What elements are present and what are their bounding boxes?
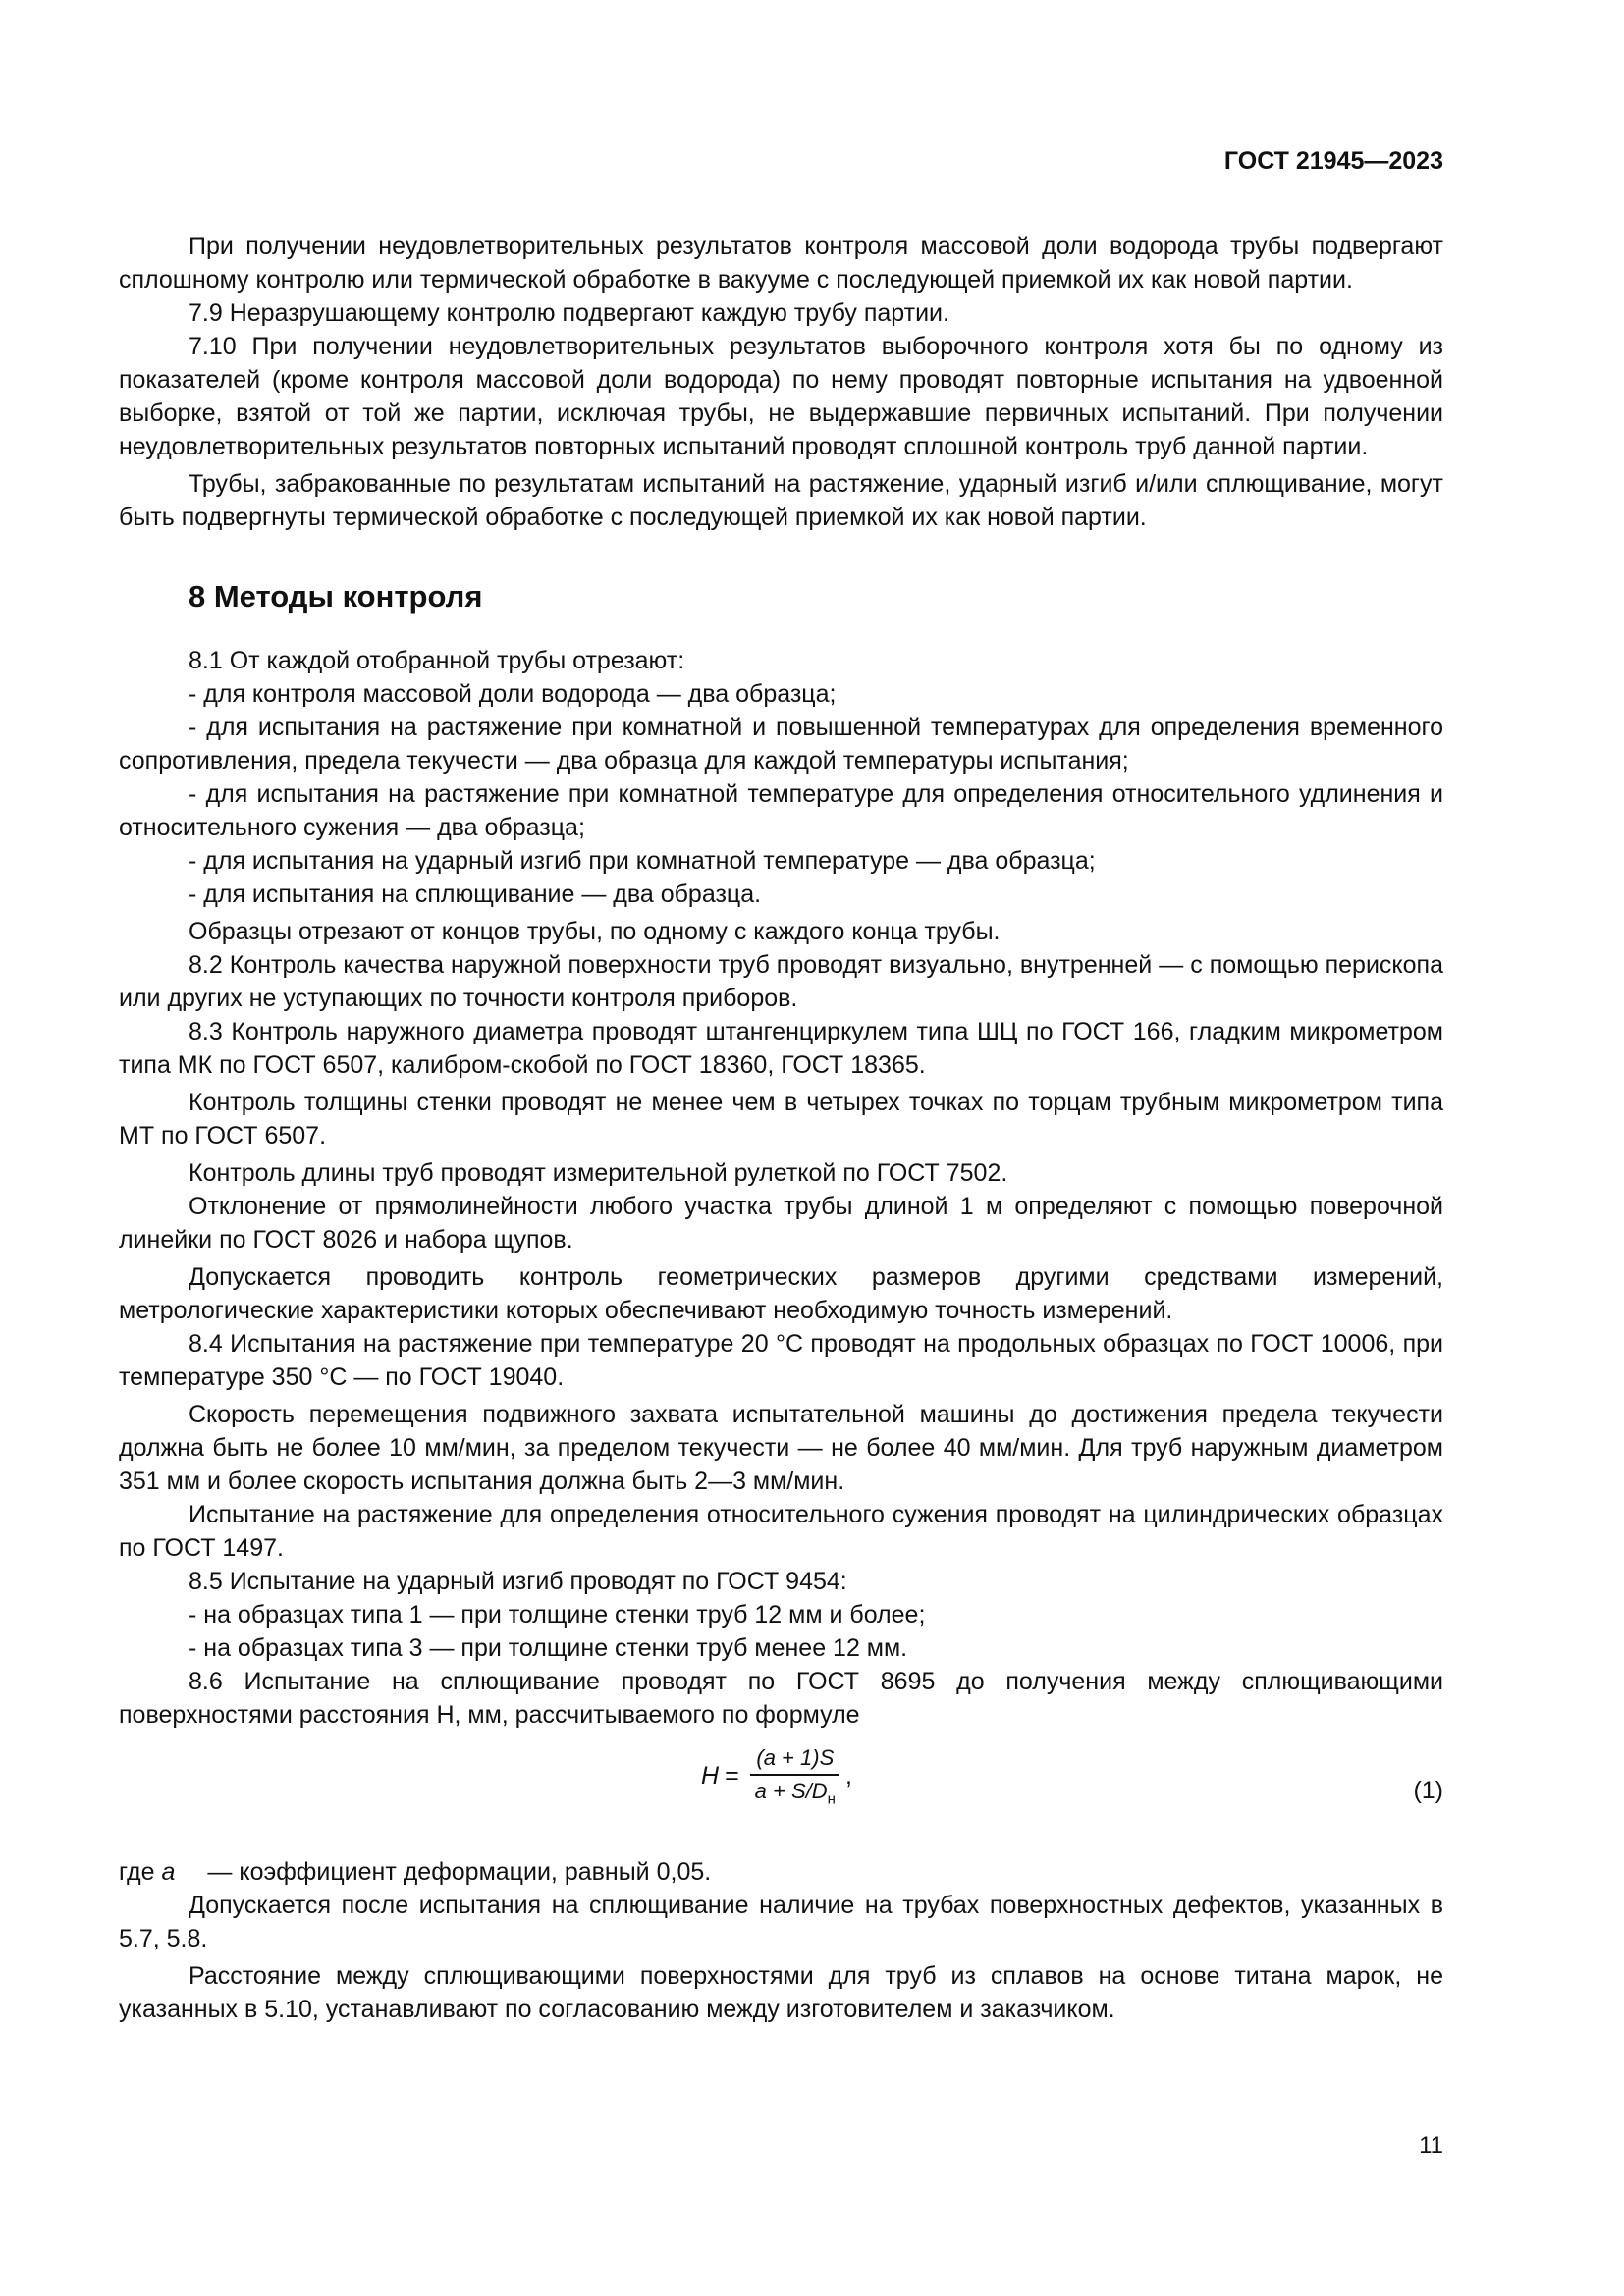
formula <box>701 1745 852 1807</box>
paragraph: 7.10 При получении неудовлетворительных результатов выборочного контроля хотя бы по одному из показателей (кроме контроля массовой доли водорода) по нему проводят повторные испытания на удвоенной выборке, взятой от той же партии, исключая трубы, не выдержавшие первичных испытаний. При получении неудовлетворительных результатов повторных испытаний проводят сплошной контроль труб данной партии. <box>119 333 1443 460</box>
equation-number: (1) <box>1413 1777 1443 1804</box>
formula-lhs: H <box>701 1762 720 1790</box>
list-item: - для испытания на растяжение при комнатной и повышенной температурах для определения временного сопротивления, предела текучести — два образца для каждой температуры испытания; <box>119 714 1443 774</box>
paragraph: Расстояние между сплющивающими поверхностями для труб из сплавов на основе титана марок, не указанных в 5.10, устанавливают по согласованию между изготовителем и заказчиком. <box>119 1962 1443 2023</box>
paragraph: Трубы, забракованные по результатам испытаний на растяжение, ударный изгиб и/или сплющивание, могут быть подвергнуты термической обработке с последующей приемкой их как новой партии. <box>119 470 1443 531</box>
formula-equals: = <box>725 1762 739 1790</box>
paragraph: 8.3 Контроль наружного диаметра проводят штангенциркулем типа ШЦ по ГОСТ 166, гладким микрометром типа МК по ГОСТ 6507, калибром-скобой по ГОСТ 18360, ГОСТ 18365. <box>119 1018 1443 1079</box>
list-item: - на образцах типа 1 — при толщине стенки труб 12 мм и более; <box>189 1601 926 1629</box>
paragraph: Контроль толщины стенки проводят не менее чем в четырех точках по торцам трубным микрометром типа МТ по ГОСТ 6507. <box>119 1089 1443 1149</box>
paragraph: 7.9 Неразрушающему контролю подвергают каждую трубу партии. <box>189 299 949 327</box>
document-code: ГОСТ 21945—2023 <box>1223 147 1443 175</box>
formula-denominator-sub: н <box>827 1790 836 1808</box>
page-body <box>119 230 1443 2026</box>
section-heading: 8 Методы контроля <box>189 579 483 614</box>
formula-fraction <box>749 1745 841 1807</box>
paragraph: 8.1 От каждой отобранной трубы отрезают: <box>189 647 685 674</box>
paragraph: Отклонение от прямолинейности любого участка трубы длиной 1 м определяют с помощью поверочной линейки по ГОСТ 8026 и набора щупов. <box>119 1193 1443 1254</box>
paragraph: Допускается проводить контроль геометрических размеров другими средствами измерений, метрологические характеристики которых обеспечивают необходимую точность измерений. <box>119 1263 1443 1324</box>
formula-legend <box>119 1855 1443 1889</box>
paragraph: 8.6 Испытание на сплющивание проводят по ГОСТ 8695 до получения между сплющивающими поверхностями расстояния H, мм, рассчитываемого по формуле <box>119 1668 1443 1729</box>
list-item: - для испытания на ударный изгиб при комнатной температуре — два образца; <box>189 847 1096 875</box>
paragraph: Скорость перемещения подвижного захвата испытательной машины до достижения предела текучести должна быть не более 10 мм/мин, за пределом текучести — не более 40 мм/мин. Для труб наружным диаметром 351 мм и более скорость испытания должна быть 2—3 мм/мин. <box>119 1401 1443 1495</box>
formula-tail: , <box>844 1762 852 1790</box>
legend-prefix: где <box>119 1858 155 1886</box>
paragraph: Испытание на растяжение для определения относительного сужения проводят на цилиндрических образцах по ГОСТ 1497. <box>119 1501 1443 1562</box>
list-item: - на образцах типа 3 — при толщине стенки труб менее 12 мм. <box>189 1634 908 1662</box>
paragraph: При получении неудовлетворительных результатов контроля массовой доли водорода трубы подвергают сплошному контролю или термической обработке в вакууме с последующей приемкой их как новой партии. <box>119 233 1443 294</box>
list-item: - для контроля массовой доли водорода — два образца; <box>189 680 837 708</box>
paragraph: 8.4 Испытания на растяжение при температуре 20 °С проводят на продольных образцах по ГОСТ 10006, при температуре 350 °С — по ГОСТ 19040. <box>119 1330 1443 1391</box>
formula-numerator: (a + 1)S <box>750 1745 839 1776</box>
legend-text: — коэффициент деформации, равный 0,05. <box>207 1858 712 1886</box>
formula-denominator <box>749 1776 841 1807</box>
list-item: - для испытания на растяжение при комнатной температуре для определения относительного удлинения и относительного сужения — два образца; <box>119 780 1443 841</box>
page-number: 11 <box>1419 2132 1443 2159</box>
paragraph: Контроль длины труб проводят измерительной рулеткой по ГОСТ 7502. <box>189 1159 1008 1187</box>
list-item: - для испытания на сплющивание — два образца. <box>189 881 762 908</box>
formula-denominator-main: a + S/D <box>754 1779 828 1803</box>
formula-block <box>119 1739 1443 1834</box>
paragraph: Допускается после испытания на сплющивание наличие на трубах поверхностных дефектов, указанных в 5.7, 5.8. <box>119 1892 1443 1952</box>
legend-symbol: a <box>161 1858 176 1886</box>
paragraph: Образцы отрезают от концов трубы, по одному с каждого конца трубы. <box>189 918 1001 945</box>
paragraph: 8.2 Контроль качества наружной поверхности труб проводят визуально, внутренней — с помощью перископа или других не уступающих по точности контроля приборов. <box>119 951 1443 1012</box>
paragraph: 8.5 Испытание на ударный изгиб проводят по ГОСТ 9454: <box>189 1568 847 1595</box>
